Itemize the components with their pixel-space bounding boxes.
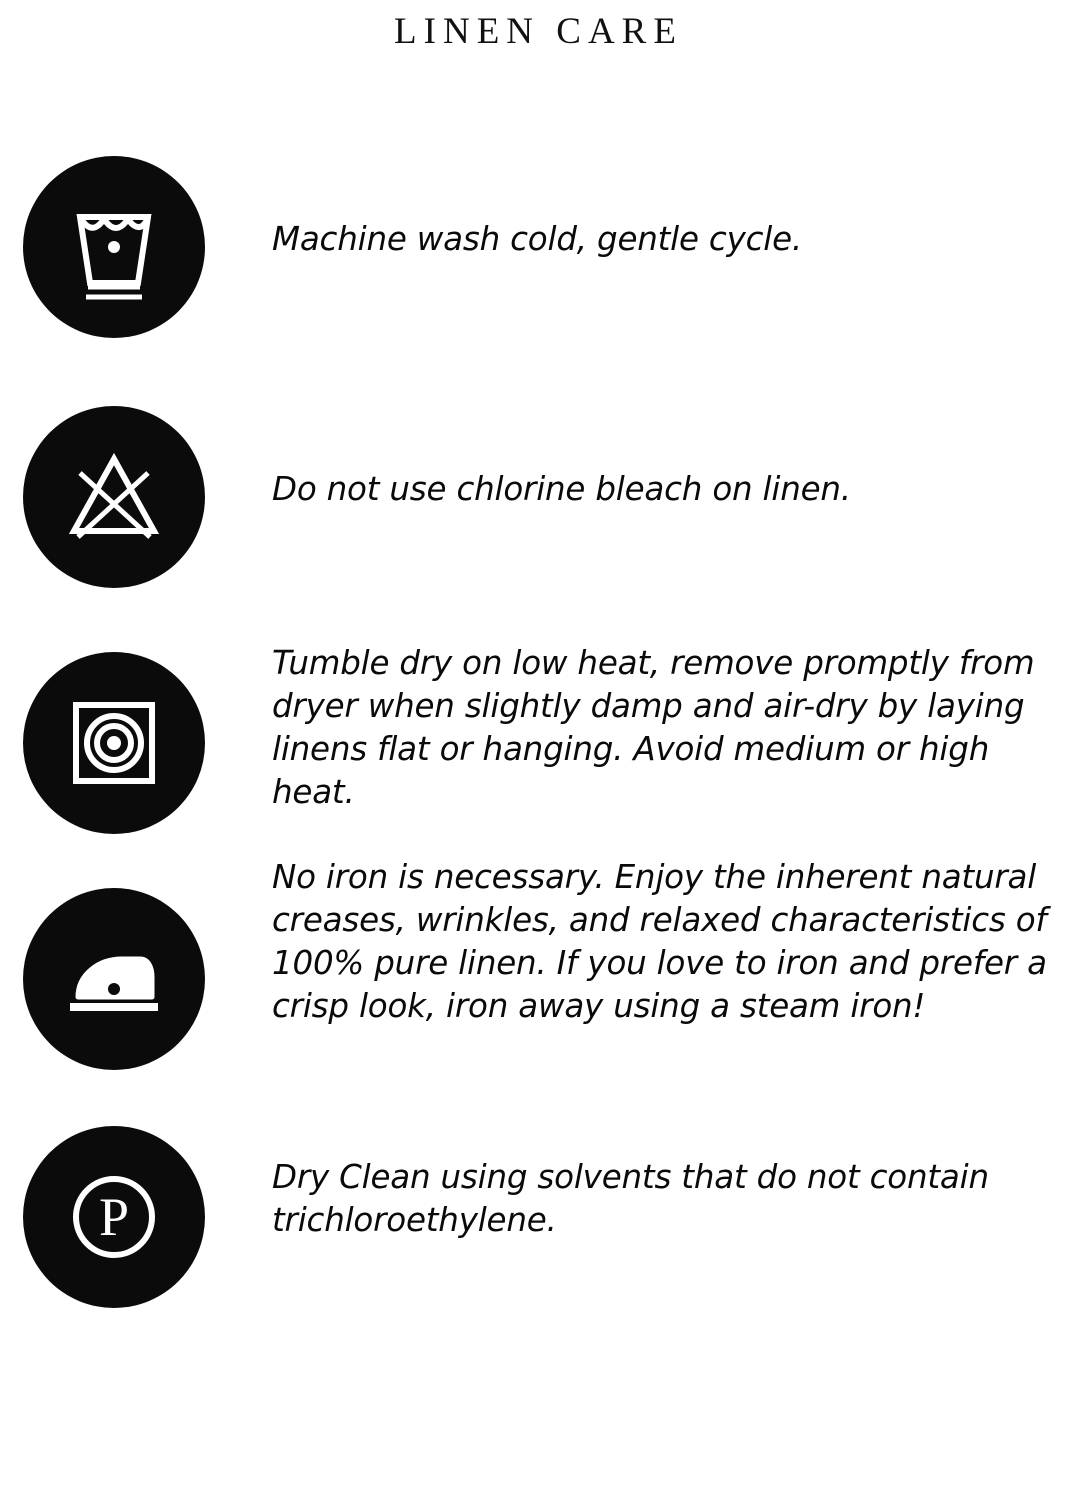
list-item — [18, 156, 1063, 338]
icon-cell — [18, 156, 210, 338]
do-not-bleach-icon — [23, 406, 205, 588]
text-cell — [210, 1106, 1063, 1242]
iron-icon — [23, 888, 205, 1070]
text-cell — [210, 856, 1063, 1028]
text-cell — [210, 632, 1063, 814]
care-instruction-text: Dry Clean using solvents that do not contain trichloroethylene. — [272, 1158, 989, 1239]
list-item — [18, 632, 1063, 834]
dry-clean-p-icon — [23, 1126, 205, 1308]
icon-cell — [18, 406, 210, 588]
page-title: LINEN CARE — [394, 11, 683, 52]
care-instruction-text: No iron is necessary. Enjoy the inherent natural creases, wrinkles, and relaxed characteristics of 100% pure linen. If you love to iron and prefer a crisp look, iron away using a steam iron! — [272, 858, 1047, 1025]
icon-cell — [18, 632, 210, 834]
care-instruction-list — [0, 156, 1077, 1308]
machine-wash-icon — [23, 156, 205, 338]
text-cell — [210, 156, 1063, 261]
care-instruction-text: Do not use chlorine bleach on linen. — [272, 470, 851, 508]
text-cell — [210, 406, 1063, 511]
tumble-dry-icon — [23, 652, 205, 834]
icon-cell — [18, 1106, 210, 1308]
care-instruction-text: Machine wash cold, gentle cycle. — [272, 220, 803, 258]
care-instruction-text: Tumble dry on low heat, remove promptly from dryer when slightly damp and air-dry by laying linens flat or hanging. Avoid medium or high heat. — [272, 644, 1035, 811]
list-item — [18, 856, 1063, 1070]
list-item — [18, 406, 1063, 588]
icon-cell — [18, 856, 210, 1070]
list-item — [18, 1106, 1063, 1308]
svg-text:P: P — [98, 1187, 130, 1247]
